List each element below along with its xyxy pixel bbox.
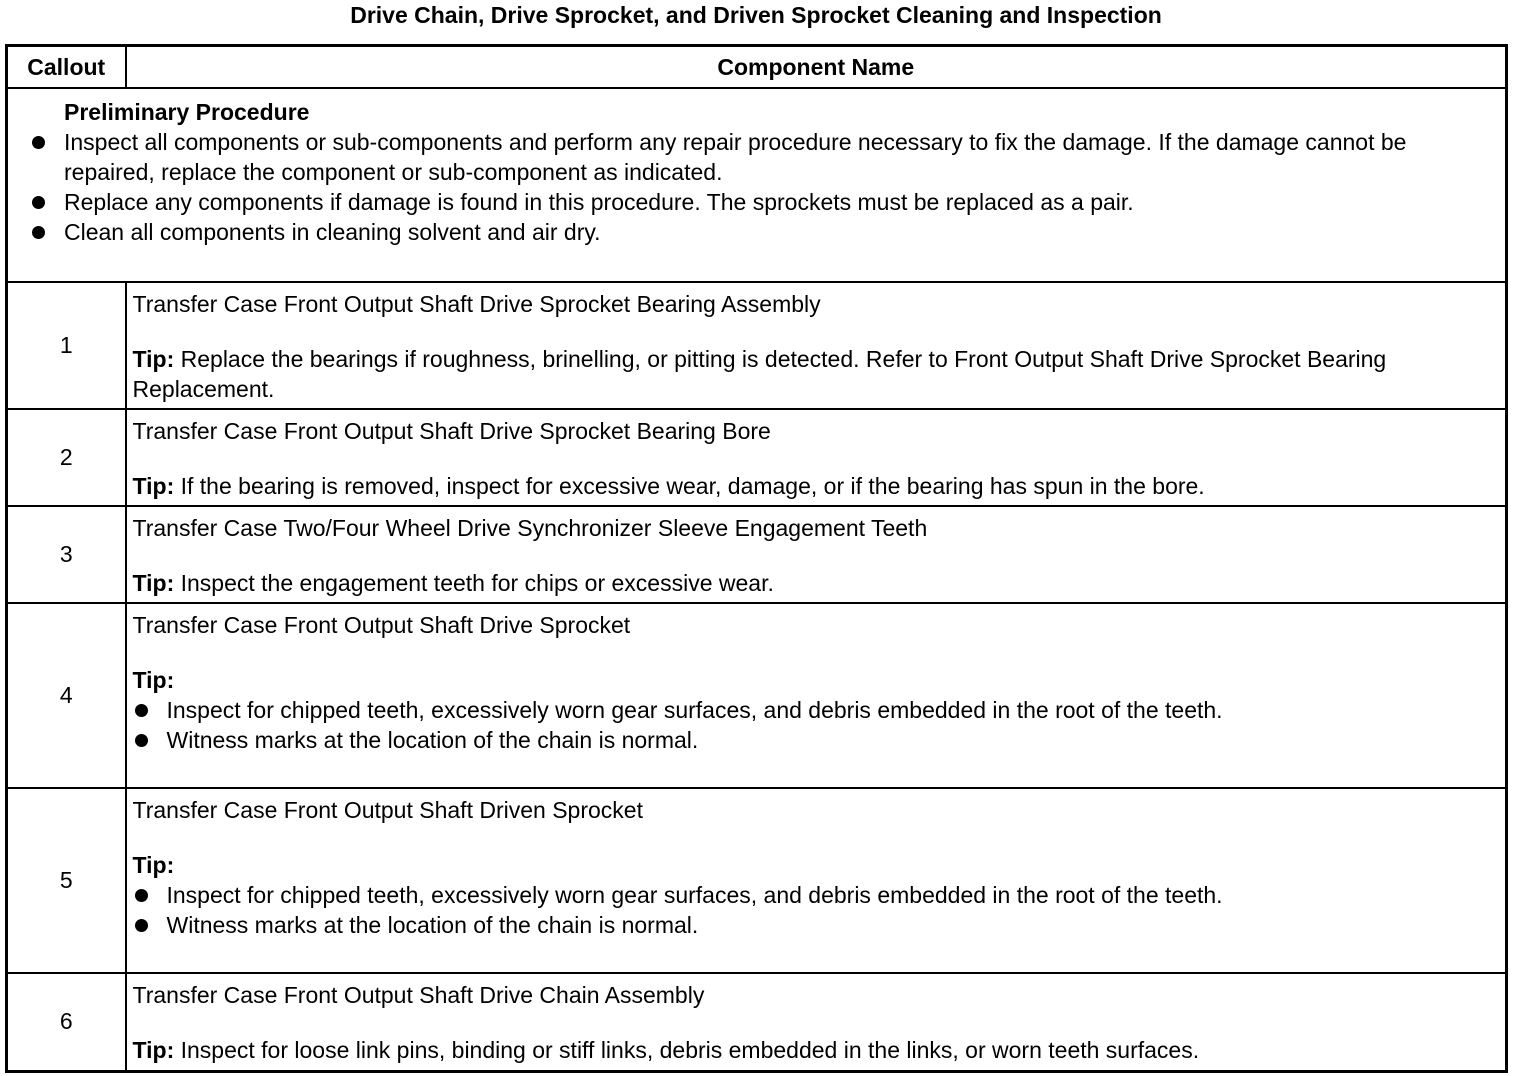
component-name: Transfer Case Front Output Shaft Drive Sprocket Bearing Assembly (132, 291, 821, 317)
component-cell (126, 603, 1507, 788)
table-row (7, 506, 1507, 603)
callout-number: 6 (7, 973, 126, 1071)
tip-label: Tip: (132, 667, 175, 693)
tip-label: Tip: (132, 852, 175, 878)
header-component-name: Component Name (126, 46, 1507, 89)
component-name: Transfer Case Two/Four Wheel Drive Synchronizer Sleeve Engagement Teeth (132, 515, 928, 541)
callout-number: 2 (7, 409, 126, 506)
tip-item: Inspect for chipped teeth, excessively worn gear surfaces, and debris embedded in the root of the teeth. (133, 695, 1496, 725)
component-cell (126, 282, 1507, 409)
tip-label: Tip: (132, 1037, 175, 1063)
callout-number: 4 (7, 603, 126, 788)
tip-text (133, 665, 1496, 695)
inspection-table (5, 44, 1508, 1073)
tip-item: Inspect for chipped teeth, excessively worn gear surfaces, and debris embedded in the root of the teeth. (133, 880, 1496, 910)
preliminary-item: Clean all components in cleaning solvent and air dry. (30, 217, 1493, 247)
preliminary-item: Inspect all components or sub-components and perform any repair procedure necessary to fix the damage. If the damage cannot be repaired, replace the component or sub-component as indicated. (30, 127, 1493, 187)
tip-item: Witness marks at the location of the chain is normal. (133, 725, 1496, 755)
table-row (7, 788, 1507, 973)
tip-label: Tip: (132, 346, 175, 372)
callout-number: 3 (7, 506, 126, 603)
tip-list (133, 695, 1496, 755)
tip-item: Witness marks at the location of the chain is normal. (133, 910, 1496, 940)
tip-body: Replace the bearings if roughness, brinelling, or pitting is detected. Refer to Front Output Shaft Drive Sprocket Bearing Replacement. (132, 346, 1387, 402)
component-cell (126, 788, 1507, 973)
component-name: Transfer Case Front Output Shaft Drive Sprocket Bearing Bore (132, 418, 771, 444)
tip-text (133, 568, 1496, 598)
preliminary-title: Preliminary Procedure (64, 99, 310, 125)
preliminary-list (30, 127, 1493, 247)
table-row (7, 973, 1507, 1071)
component-cell (126, 973, 1507, 1071)
tip-list (133, 880, 1496, 940)
callout-number: 5 (7, 788, 126, 973)
tip-label: Tip: (132, 473, 175, 499)
table-row (7, 282, 1507, 409)
component-name: Transfer Case Front Output Shaft Driven Sprocket (132, 797, 643, 823)
tip-text (133, 344, 1496, 404)
tip-body: Inspect the engagement teeth for chips or excessive wear. (180, 570, 774, 596)
tip-text (133, 1035, 1496, 1065)
component-name: Transfer Case Front Output Shaft Drive Sprocket (132, 612, 631, 638)
tip-body: If the bearing is removed, inspect for excessive wear, damage, or if the bearing has spun in the bore. (180, 473, 1205, 499)
tip-text (133, 471, 1496, 501)
tip-body: Inspect for loose link pins, binding or stiff links, debris embedded in the links, or worn teeth surfaces. (180, 1037, 1200, 1063)
tip-label: Tip: (132, 570, 175, 596)
component-name: Transfer Case Front Output Shaft Drive Chain Assembly (132, 982, 705, 1008)
component-cell (126, 409, 1507, 506)
preliminary-cell (7, 88, 1507, 282)
tip-text (133, 850, 1496, 880)
table-row (7, 409, 1507, 506)
header-callout: Callout (7, 46, 126, 89)
table-header-row (7, 46, 1507, 89)
page-title: Drive Chain, Drive Sprocket, and Driven Sprocket Cleaning and Inspection (350, 2, 1162, 28)
callout-number: 1 (7, 282, 126, 409)
preliminary-item: Replace any components if damage is found in this procedure. The sprockets must be replaced as a pair. (30, 187, 1493, 217)
preliminary-row (7, 88, 1507, 282)
component-cell (126, 506, 1507, 603)
table-row (7, 603, 1507, 788)
